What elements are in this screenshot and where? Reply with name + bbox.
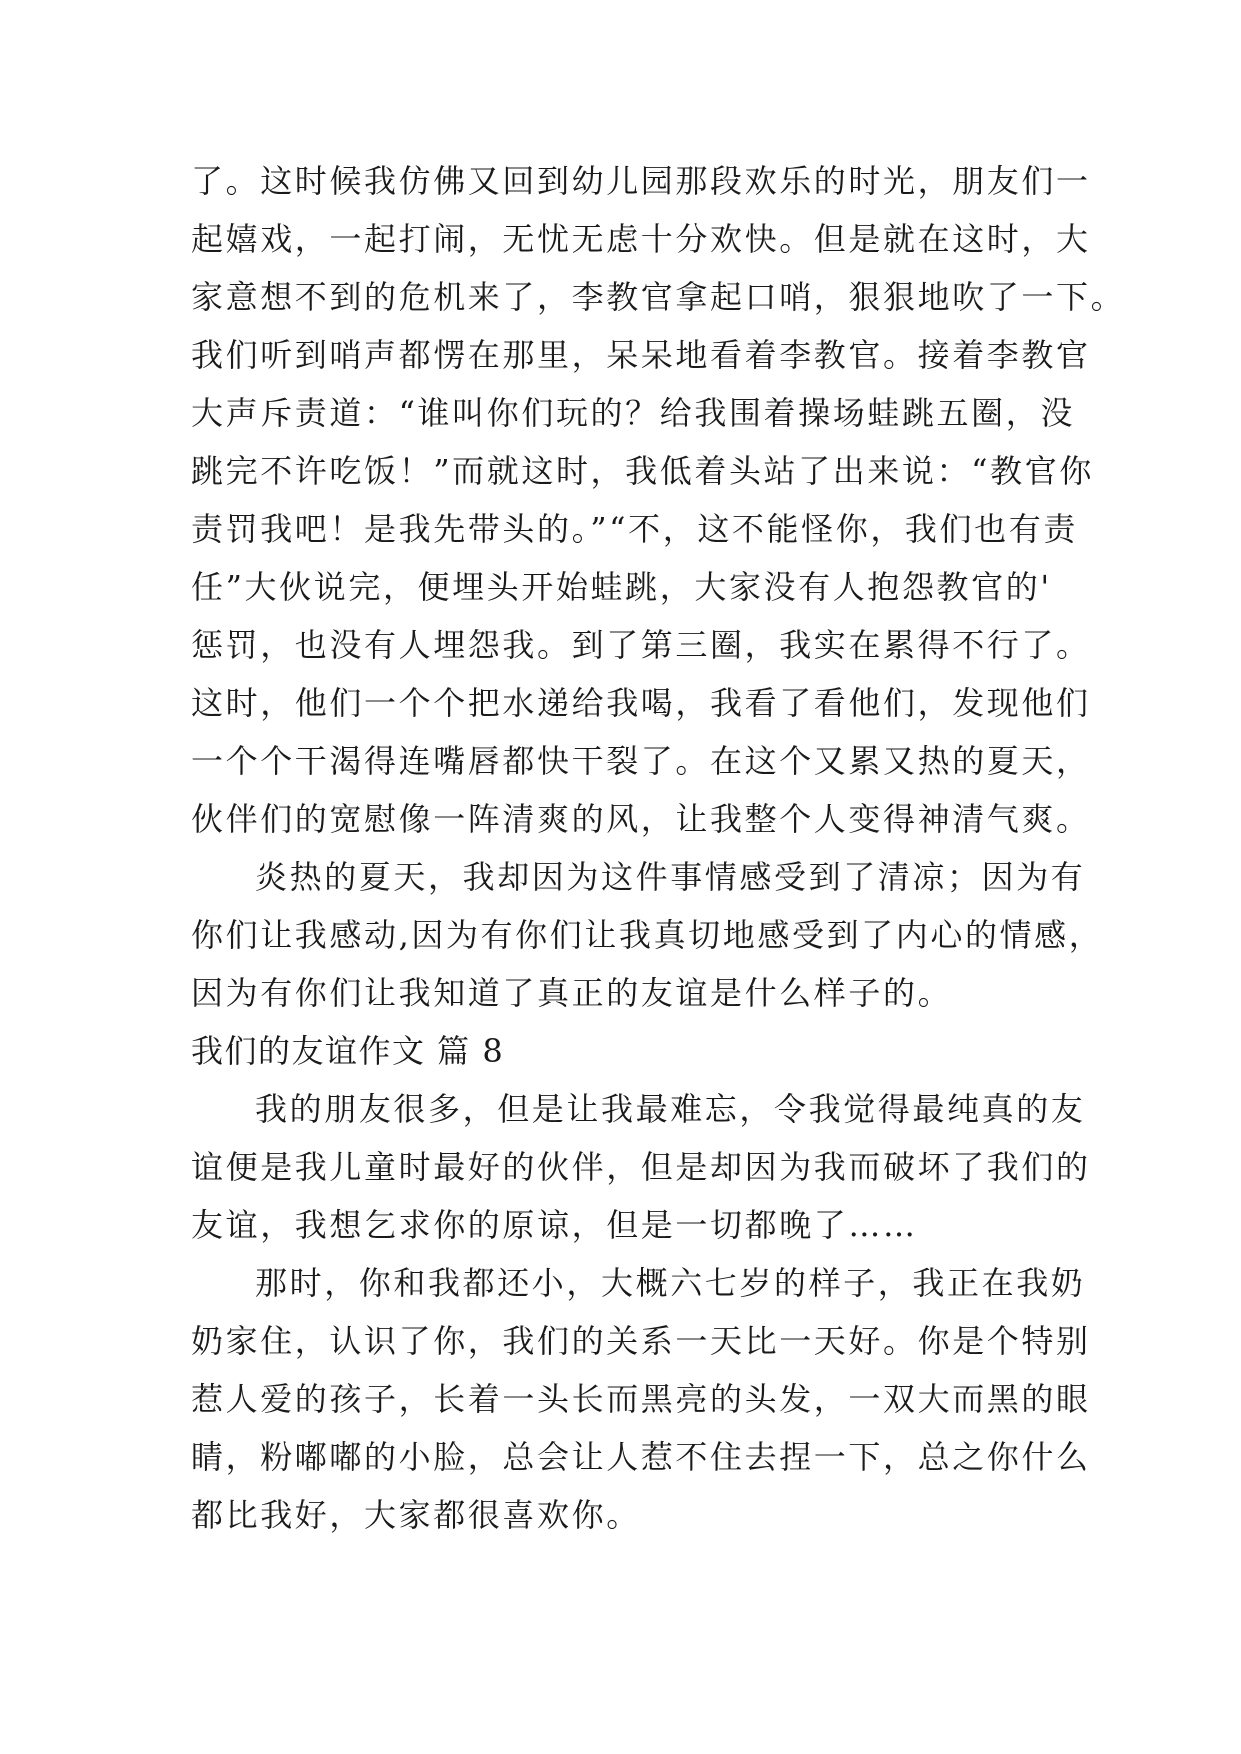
- text-line: 都比我好，大家都很喜欢你。: [191, 1496, 641, 1534]
- text-line: 家意想不到的危机来了，李教官拿起口哨，狠狠地吹了一下。: [191, 278, 1126, 316]
- text-line: 了。这时候我仿佛又回到幼儿园那段欢乐的时光，朋友们一: [191, 162, 1091, 200]
- text-line: 跳完不许吃饭！”而就这时，我低着头站了出来说：“教官你: [191, 452, 1094, 490]
- paragraph-2: [191, 848, 1104, 1022]
- text-line: 惹人爱的孩子，长着一头长而黑亮的头发，一双大而黑的眼: [191, 1380, 1091, 1418]
- text-line: 责罚我吧！是我先带头的。”“不，这不能怪你，我们也有责: [191, 510, 1078, 548]
- document-body: [191, 152, 1126, 1544]
- text-line: 大声斥责道：“谁叫你们玩的？给我围着操场蛙跳五圈，没: [191, 394, 1075, 432]
- text-line: 任”大伙说完，便埋头开始蛙跳，大家没有人抱怨教官的': [191, 568, 1052, 606]
- text-line: 友谊，我想乞求你的原谅，但是一切都晚了……: [191, 1206, 918, 1244]
- section-heading: 我们的友谊作文 篇 8: [191, 1032, 505, 1070]
- text-line: 睛，粉嘟嘟的小脸，总会让人惹不住去捏一下，总之你什么: [191, 1438, 1091, 1476]
- text-line: 这时，他们一个个把水递给我喝，我看了看他们，发现他们: [191, 684, 1091, 722]
- text-line: 我们听到哨声都愣在那里，呆呆地看着李教官。接着李教官: [191, 336, 1091, 374]
- text-line: 你们让我感动,因为有你们让我真切地感受到了内心的情感，: [191, 916, 1104, 954]
- text-line: 奶家住，认识了你，我们的关系一天比一天好。你是个特别: [191, 1322, 1091, 1360]
- paragraph-4: [191, 1254, 1091, 1544]
- text-line: 我的朋友很多，但是让我最难忘，令我觉得最纯真的友: [255, 1090, 1086, 1128]
- text-line: 起嬉戏，一起打闹，无忧无虑十分欢快。但是就在这时，大: [191, 220, 1091, 258]
- paragraph-3: [191, 1080, 1091, 1254]
- text-line: 伙伴们的宽慰像一阵清爽的风，让我整个人变得神清气爽。: [191, 800, 1091, 838]
- text-line: 谊便是我儿童时最好的伙伴，但是却因为我而破坏了我们的: [191, 1148, 1091, 1186]
- text-line: 炎热的夏天，我却因为这件事情感受到了清凉；因为有: [255, 858, 1086, 896]
- text-line: 因为有你们让我知道了真正的友谊是什么样子的。: [191, 974, 953, 1012]
- text-line: 一个个干渴得连嘴唇都快干裂了。在这个又累又热的夏天，: [191, 742, 1091, 780]
- text-line: 那时，你和我都还小，大概六七岁的样子，我正在我奶: [255, 1264, 1086, 1302]
- paragraph-1: [191, 152, 1126, 848]
- text-line: 惩罚，也没有人埋怨我。到了第三圈，我实在累得不行了。: [191, 626, 1091, 664]
